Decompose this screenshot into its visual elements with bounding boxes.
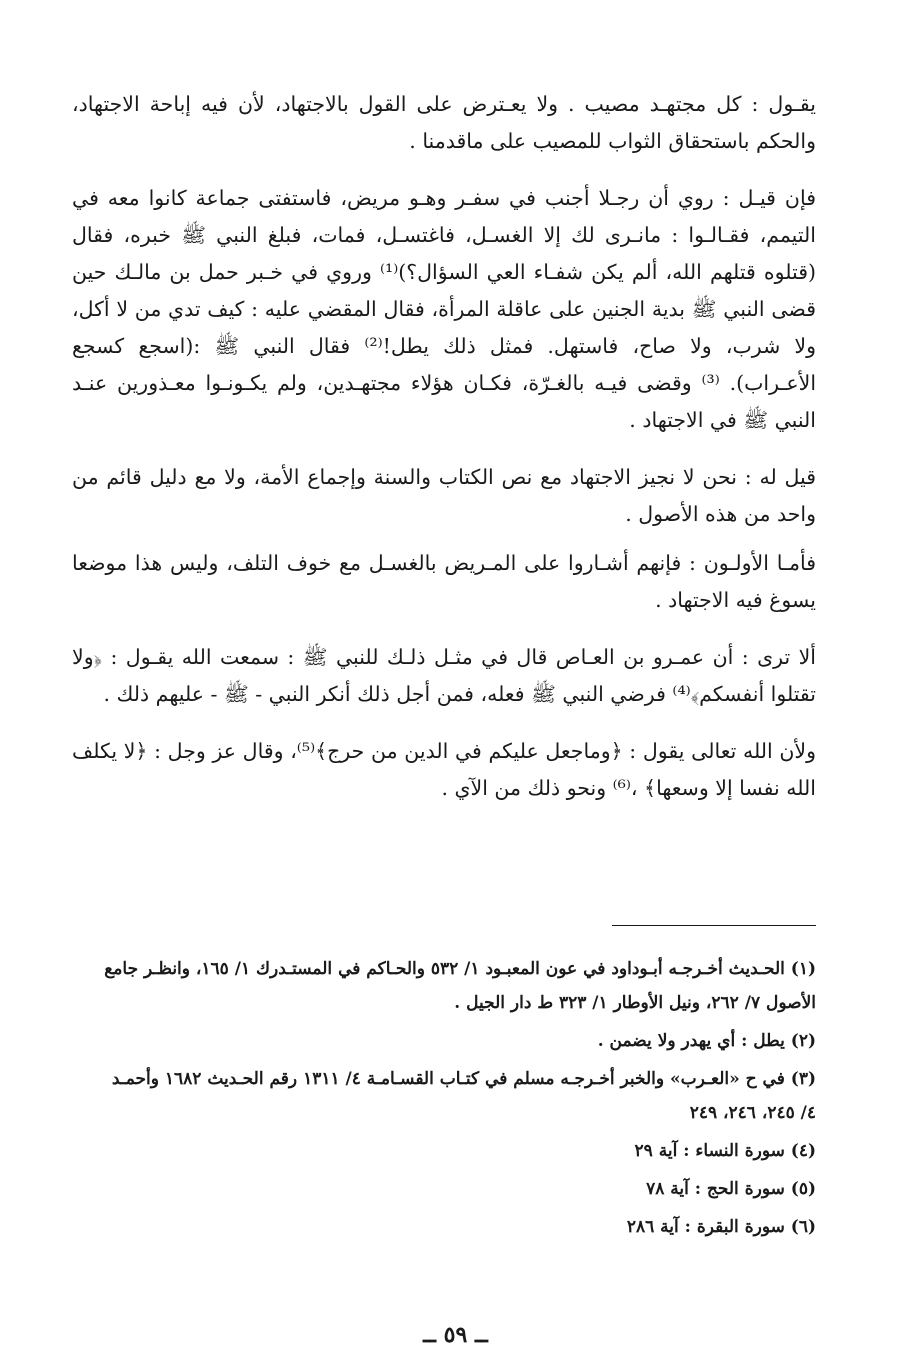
footnote-2 bbox=[72, 1024, 816, 1058]
footnote-3 bbox=[72, 1062, 816, 1130]
footnote-text: (٤) سورة النساء : آية ٢٩ bbox=[634, 1141, 816, 1161]
paragraph-1: يقـول : كل مجتهـد مصيب . ولا يعـترض على القول بالاجتهاد، لأن فيه إباحة الاجتهاد، والحكم باستحقاق الثواب للمصيب على ماقدمنا . bbox=[72, 92, 816, 153]
paragraph-3: قيل له : نحن لا نجيز الاجتهاد مع نص الكتاب والسنة وإجماع الأمة، ولا مع دليل قائم من واحد من هذه الأصول . bbox=[72, 465, 816, 526]
footnote-1 bbox=[72, 952, 816, 1020]
footnote-continuation: ٤/ ٢٤٥، ٢٤٦، ٢٤٩ bbox=[689, 1103, 816, 1123]
footnotes bbox=[72, 952, 816, 1248]
footnote-text: (٦) سورة البقرة : آية ٢٨٦ bbox=[626, 1217, 816, 1237]
page-number: ــ ٥٩ ــ bbox=[423, 1322, 488, 1348]
footnote-text: (٢) يطل : أي يهدر ولا يضمن . bbox=[597, 1031, 816, 1051]
footnote-5 bbox=[72, 1172, 816, 1206]
footnote-continuation: الأصول ٧/ ٢٦٢، ونيل الأوطار ١/ ٣٢٣ ط دار الجيل . bbox=[454, 993, 816, 1013]
footnote-text: (٥) سورة الحج : آية ٧٨ bbox=[646, 1179, 816, 1199]
paragraph-4: فأمـا الأولـون : فإنهم أشـاروا على المـريض بالغسـل مع خوف التلف، وليس هذا موضعا يسوغ فيه الاجتهاد . bbox=[72, 551, 816, 612]
footnote-text: (١) الحـديث أخـرجـه أبـوداود في عون المعبـود ١/ ٥٣٢ والحـاكم في المستـدرك ١/ ١٦٥، وانظـر جامع bbox=[104, 959, 816, 979]
paragraph-5: ألا ترى : أن عمـرو بن العـاص قال في مثـل ذلـك للنبي ﷺ : سمعت الله يقـول : ﴿ولا تقتلوا أنفسكم﴾⁽⁴⁾ فرضي النبي ﷺ فعله، فمن أجل ذلك أنكر النبي - ﷺ - عليهم ذلك . bbox=[72, 645, 816, 706]
main-text bbox=[72, 86, 816, 827]
footnote-4 bbox=[72, 1134, 816, 1168]
footnote-text: (٣) في ح «العـرب» والخبر أخـرجـه مسلم في كتـاب القسـامـة ٤/ ١٣١١ رقم الحـديث ١٦٨٢ وأحمـد bbox=[111, 1069, 816, 1089]
footnote-6 bbox=[72, 1210, 816, 1244]
paragraph-2: فإن قيـل : روي أن رجـلا أجنب في سفـر وهـو مريض، فاستفتى جماعة كانوا معه في التيمم، فقـالـوا : مانـرى لك إلا الغسـل، فاغتسـل، فمات، فبلغ النبي ﷺ خبره، فقال (قتلوه قتلهم الله، ألم يكن شفـاء العي السؤال؟)⁽¹⁾ وروي في خـبر حمل بن مالـك حين قضى النبي ﷺ بدية الجنين على عاقلة المرأة، فقال المقضي عليه : كيف تدي من لا أكل، ولا شرب، ولا صاح، فاستهل. فمثل ذلك يطل!⁽²⁾ فقال النبي ﷺ :(اسجع كسجع الأعـراب). ⁽³⁾ وقضى فيـه بالغـرّة، فكـان هؤلاء مجتهـدين، ولم يكـونـوا معـذورين عنـد النبي ﷺ في الاجتهاد . bbox=[72, 186, 817, 432]
footnote-separator bbox=[612, 925, 816, 926]
paragraph-6: ولأن الله تعالى يقول : ﴿وماجعل عليكم في الدين من حرج﴾⁽⁵⁾، وقال عز وجل : ﴿لا يكلف الله نفسا إلا وسعها﴾ ،⁽⁶⁾ ونحو ذلك من الآي . bbox=[72, 739, 817, 800]
